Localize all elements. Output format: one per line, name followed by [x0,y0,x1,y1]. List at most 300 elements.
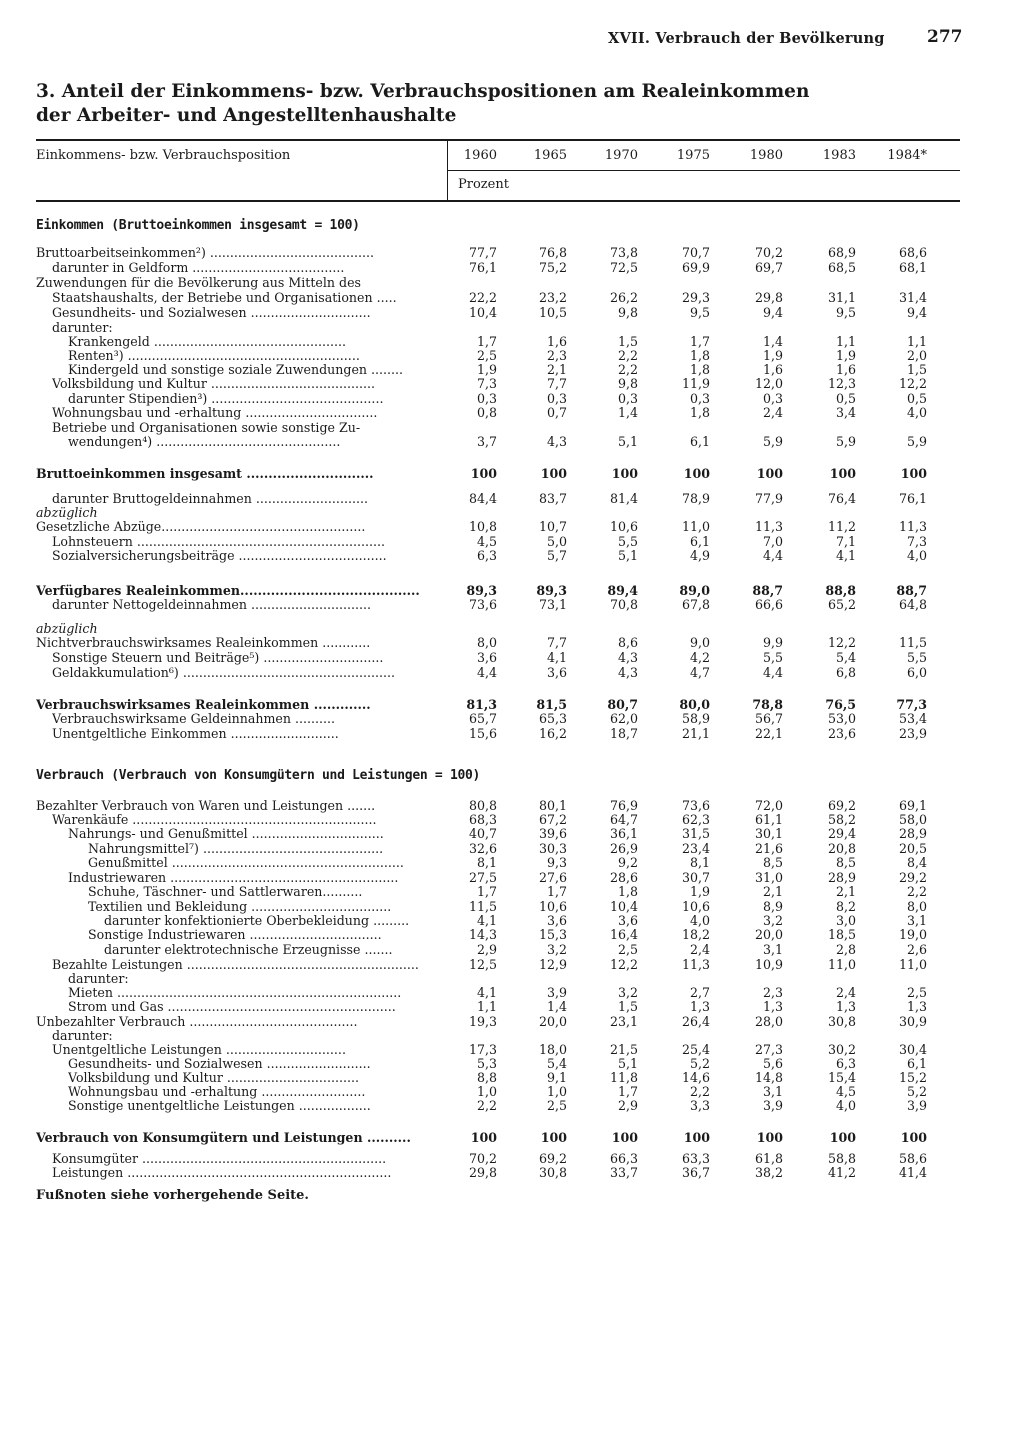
cell-value: 3,2 [546,942,567,957]
cell-value: 100 [470,466,497,481]
row-label: Sonstige Steuern und Beiträge⁵) .............................. [52,650,384,665]
row-label: Warenkäufe ............................................................. [52,812,377,827]
cell-value: 17,3 [468,1042,497,1057]
top-rule [36,139,960,141]
cell-value: 53,0 [827,711,856,726]
cell-value: 2,3 [762,985,783,1000]
cell-value: 0,3 [476,391,497,406]
row-label: Strom und Gas ......................................................... [68,999,396,1014]
cell-value: 100 [611,466,638,481]
cell-value: 11,3 [898,519,927,534]
cell-value: 1,4 [546,999,567,1014]
table-row [0,621,1024,636]
cell-value: 100 [470,1130,497,1145]
cell-value: 68,5 [827,260,856,275]
table-row [0,927,1024,942]
table-row [0,650,1024,665]
cell-value: 20,0 [538,1014,567,1029]
cell-value: 15,4 [827,1070,856,1085]
cell-value: 11,0 [898,957,927,972]
cell-value: 7,3 [906,534,927,549]
cell-value: 58,2 [827,812,856,827]
cell-value: 63,3 [681,1151,710,1166]
cell-value: 14,6 [681,1070,710,1085]
cell-value: 0,3 [617,391,638,406]
cell-value: 100 [756,1130,783,1145]
cell-value: 89,0 [679,583,710,598]
cell-value: 62,0 [609,711,638,726]
cell-value: 2,1 [546,362,567,377]
cell-value: 30,1 [754,826,783,841]
cell-value: 5,1 [617,1056,638,1071]
cell-value: 4,7 [689,665,710,680]
cell-value: 81,5 [536,697,567,712]
cell-value: 89,3 [466,583,497,598]
cell-value: 3,4 [835,405,856,420]
year-header-4: 1980 [749,148,783,163]
cell-value: 3,2 [617,985,638,1000]
cell-value: 8,0 [476,635,497,650]
table-row [0,391,1024,406]
cell-value: 5,4 [546,1056,567,1071]
cell-value: 2,6 [906,942,927,957]
cell-value: 58,6 [898,1151,927,1166]
table-row [0,519,1024,534]
cell-value: 77,7 [468,245,497,260]
cell-value: 1,9 [476,362,497,377]
cell-value: 1,1 [476,999,497,1014]
cell-value: 69,2 [538,1151,567,1166]
row-label: Verbrauchswirksame Geldeinnahmen .......... [52,711,336,726]
cell-value: 65,3 [538,711,567,726]
cell-value: 4,5 [835,1084,856,1099]
table-title-line-1: 3. Anteil der Einkommens- bzw. Verbrauchspositionen am Realeinkommen [36,81,810,102]
cell-value: 8,5 [835,855,856,870]
cell-value: 5,1 [617,434,638,449]
cell-value: 8,1 [476,855,497,870]
cell-value: 1,4 [762,334,783,349]
table-row [0,1056,1024,1071]
cell-value: 3,9 [906,1098,927,1113]
cell-value: 22,1 [754,726,783,741]
cell-value: 1,6 [762,362,783,377]
cell-value: 1,5 [906,362,927,377]
cell-value: 26,2 [609,290,638,305]
table-row [0,320,1024,335]
table-row [0,870,1024,885]
cell-value: 5,4 [835,650,856,665]
cell-value: 0,7 [546,405,567,420]
cell-value: 68,6 [898,245,927,260]
cell-value: 29,8 [468,1165,497,1180]
cell-value: 100 [829,466,856,481]
cell-value: 2,0 [906,348,927,363]
table-row [0,913,1024,928]
cell-value: 69,2 [827,798,856,813]
cell-value: 5,3 [476,1056,497,1071]
row-label: darunter in Geldform ...................................... [52,260,345,275]
cell-value: 3,1 [906,913,927,928]
cell-value: 83,7 [538,491,567,506]
cell-value: 76,4 [827,491,856,506]
cell-value: 61,8 [754,1151,783,1166]
cell-value: 8,9 [762,899,783,914]
table-row [0,548,1024,563]
cell-value: 2,5 [906,985,927,1000]
cell-value: 0,3 [762,391,783,406]
row-label: Lohnsteuern .............................................................. [52,534,386,549]
cell-value: 1,8 [689,362,710,377]
cell-value: 10,6 [538,899,567,914]
table-row [0,583,1024,598]
cell-value: 31,5 [681,826,710,841]
cell-value: 70,8 [609,597,638,612]
cell-value: 10,8 [468,519,497,534]
cell-value: 8,1 [689,855,710,870]
row-label: Leistungen .................................................................. [52,1165,392,1180]
row-label: Mieten ....................................................................... [68,985,402,1000]
cell-value: 14,8 [754,1070,783,1085]
cell-value: 80,7 [607,697,638,712]
row-label: Schuhe, Täschner- und Sattlerwaren.......... [88,884,363,899]
row-label: darunter konfektionierte Oberbekleidung ......... [104,913,410,928]
cell-value: 3,0 [835,913,856,928]
table-row [0,711,1024,726]
table-row [0,505,1024,520]
table-row [0,362,1024,377]
cell-value: 23,4 [681,841,710,856]
cell-value: 4,9 [689,548,710,563]
cell-value: 58,8 [827,1151,856,1166]
row-label: Konsumgüter ............................................................. [52,1151,387,1166]
row-label: Volksbildung und Kultur ......................................... [52,376,375,391]
row-label: darunter Stipendien³) ........................................... [68,391,384,406]
cell-value: 1,7 [546,884,567,899]
cell-value: 78,9 [681,491,710,506]
cell-value: 3,6 [476,650,497,665]
table-title-line-2: der Arbeiter- und Angestelltenhaushalte [36,105,457,126]
cell-value: 89,3 [536,583,567,598]
row-label: Sozialversicherungsbeiträge ..................................... [52,548,387,563]
row-label: Unentgeltliche Einkommen ........................... [52,726,339,741]
row-label: Wohnungsbau und -erhaltung ................................. [52,405,378,420]
cell-value: 73,8 [609,245,638,260]
cell-value: 29,3 [681,290,710,305]
cell-value: 16,2 [538,726,567,741]
year-header-6: 1984* [887,148,927,163]
table-row [0,1151,1024,1166]
row-label: Nichtverbrauchswirksames Realeinkommen ............ [36,635,371,650]
cell-value: 28,9 [898,826,927,841]
cell-value: 8,4 [906,855,927,870]
section-heading-einkommen: Einkommen (Bruttoeinkommen insgesamt = 100) [36,218,360,233]
row-label: darunter: [52,1028,113,1043]
cell-value: 2,4 [689,942,710,957]
cell-value: 6,3 [476,548,497,563]
cell-value: 2,2 [689,1084,710,1099]
cell-value: 4,0 [689,913,710,928]
cell-value: 69,1 [898,798,927,813]
cell-value: 10,6 [609,519,638,534]
cell-value: 5,5 [906,650,927,665]
cell-value: 76,1 [898,491,927,506]
table-row [0,376,1024,391]
cell-value: 28,6 [609,870,638,885]
row-label: darunter: [52,320,113,335]
cell-value: 2,2 [617,362,638,377]
cell-value: 28,0 [754,1014,783,1029]
row-label: Betriebe und Organisationen sowie sonstige Zu- [52,420,361,435]
row-label: Nahrungsmittel⁷) ............................................. [88,841,384,856]
row-label: Bezahlte Leistungen .......................................................... [52,957,419,972]
table-row [0,245,1024,260]
cell-value: 8,8 [476,1070,497,1085]
cell-value: 9,5 [689,305,710,320]
year-header-2: 1970 [604,148,638,163]
table-row [0,971,1024,986]
row-label: Nahrungs- und Genußmittel ................................. [68,826,384,841]
table-row [0,884,1024,899]
table-row [0,434,1024,449]
cell-value: 22,2 [468,290,497,305]
cell-value: 12,5 [468,957,497,972]
cell-value: 10,4 [609,899,638,914]
cell-value: 76,9 [609,798,638,813]
cell-value: 70,2 [754,245,783,260]
table-row [0,855,1024,870]
cell-value: 27,5 [468,870,497,885]
cell-value: 30,8 [827,1014,856,1029]
cell-value: 5,9 [762,434,783,449]
cell-value: 66,6 [754,597,783,612]
table-row [0,798,1024,813]
row-label: Textilien und Bekleidung ................................... [88,899,392,914]
cell-value: 23,6 [827,726,856,741]
cell-value: 68,3 [468,812,497,827]
table-row [0,405,1024,420]
cell-value: 73,6 [681,798,710,813]
cell-value: 9,4 [906,305,927,320]
cell-value: 2,9 [476,942,497,957]
table-row [0,665,1024,680]
cell-value: 2,1 [762,884,783,899]
table-row [0,305,1024,320]
cell-value: 9,8 [617,305,638,320]
cell-value: 6,1 [689,534,710,549]
cell-value: 4,2 [689,650,710,665]
cell-value: 9,4 [762,305,783,320]
cell-value: 10,7 [538,519,567,534]
cell-value: 3,9 [762,1098,783,1113]
cell-value: 8,5 [762,855,783,870]
row-label: Unentgeltliche Leistungen .............................. [52,1042,346,1057]
cell-value: 15,3 [538,927,567,942]
row-label: Gesetzliche Abzüge................................................... [36,519,366,534]
cell-value: 1,3 [689,999,710,1014]
cell-value: 9,5 [835,305,856,320]
row-label: Geldakkumulation⁶) ..................................................... [52,665,395,680]
cell-value: 30,4 [898,1042,927,1057]
cell-value: 2,8 [835,942,856,957]
cell-value: 18,2 [681,927,710,942]
footnote: Fußnoten siehe vorhergehende Seite. [36,1188,309,1203]
cell-value: 29,2 [898,870,927,885]
cell-value: 21,5 [609,1042,638,1057]
cell-value: 73,6 [468,597,497,612]
cell-value: 9,2 [617,855,638,870]
cell-value: 28,9 [827,870,856,885]
table-row [0,491,1024,506]
cell-value: 11,5 [468,899,497,914]
cell-value: 30,2 [827,1042,856,1057]
cell-value: 7,7 [546,635,567,650]
cell-value: 3,1 [762,1084,783,1099]
cell-value: 64,8 [898,597,927,612]
cell-value: 88,8 [825,583,856,598]
table-row [0,534,1024,549]
cell-value: 26,9 [609,841,638,856]
section-heading-verbrauch: Verbrauch (Verbrauch von Konsumgütern und Leistungen = 100) [36,768,481,783]
cell-value: 76,5 [825,697,856,712]
cell-value: 65,2 [827,597,856,612]
table-row [0,957,1024,972]
table-row [0,826,1024,841]
cell-value: 14,3 [468,927,497,942]
cell-value: 20,5 [898,841,927,856]
cell-value: 77,9 [754,491,783,506]
cell-value: 2,7 [689,985,710,1000]
cell-value: 1,6 [835,362,856,377]
cell-value: 18,5 [827,927,856,942]
year-header-5: 1983 [822,148,856,163]
cell-value: 69,9 [681,260,710,275]
cell-value: 88,7 [896,583,927,598]
table-row [0,1098,1024,1113]
cell-value: 5,9 [906,434,927,449]
cell-value: 4,4 [762,548,783,563]
cell-value: 100 [611,1130,638,1145]
cell-value: 9,3 [546,855,567,870]
cell-value: 1,7 [617,1084,638,1099]
cell-value: 0,8 [476,405,497,420]
table-row [0,1028,1024,1043]
cell-value: 100 [683,466,710,481]
cell-value: 2,5 [617,942,638,957]
cell-value: 100 [683,1130,710,1145]
cell-value: 1,9 [689,884,710,899]
cell-value: 32,6 [468,841,497,856]
cell-value: 2,3 [546,348,567,363]
cell-value: 1,8 [689,348,710,363]
row-label: Sonstige Industriewaren ................................. [88,927,382,942]
header-bottom-rule [36,200,960,202]
cell-value: 7,7 [546,376,567,391]
cell-value: 100 [756,466,783,481]
cell-value: 81,4 [609,491,638,506]
cell-value: 27,3 [754,1042,783,1057]
cell-value: 1,7 [689,334,710,349]
cell-value: 7,0 [762,534,783,549]
cell-value: 9,1 [546,1070,567,1085]
row-label: Volksbildung und Kultur ................................. [68,1070,359,1085]
row-label: Bruttoeinkommen insgesamt ............................. [36,466,374,481]
cell-value: 75,2 [538,260,567,275]
cell-value: 31,0 [754,870,783,885]
cell-value: 4,4 [762,665,783,680]
cell-value: 10,6 [681,899,710,914]
row-label: Zuwendungen für die Bevölkerung aus Mitteln des [36,275,361,290]
cell-value: 81,3 [466,697,497,712]
cell-value: 76,1 [468,260,497,275]
cell-value: 12,0 [754,376,783,391]
cell-value: 0,3 [689,391,710,406]
cell-value: 29,4 [827,826,856,841]
cell-value: 1,3 [906,999,927,1014]
table-row [0,597,1024,612]
cell-value: 5,9 [835,434,856,449]
cell-value: 12,9 [538,957,567,972]
cell-value: 5,2 [689,1056,710,1071]
table-row [0,1070,1024,1085]
cell-value: 41,4 [898,1165,927,1180]
cell-value: 10,4 [468,305,497,320]
cell-value: 30,9 [898,1014,927,1029]
table-row [0,420,1024,435]
table-row [0,999,1024,1014]
cell-value: 0,5 [835,391,856,406]
row-label: abzüglich [36,621,98,636]
cell-value: 30,7 [681,870,710,885]
cell-value: 20,8 [827,841,856,856]
cell-value: 33,7 [609,1165,638,1180]
cell-value: 1,0 [476,1084,497,1099]
row-label: Krankengeld ................................................ [68,334,347,349]
table-row [0,1014,1024,1029]
table-title [36,80,976,128]
cell-value: 30,8 [538,1165,567,1180]
cell-value: 30,3 [538,841,567,856]
table-row [0,348,1024,363]
cell-value: 1,8 [617,884,638,899]
row-label: Renten³) .......................................................... [68,348,360,363]
cell-value: 8,0 [906,899,927,914]
cell-value: 6,1 [906,1056,927,1071]
cell-value: 100 [829,1130,856,1145]
cell-value: 2,2 [906,884,927,899]
row-label: Gesundheits- und Sozialwesen .......................... [68,1056,371,1071]
cell-value: 0,3 [546,391,567,406]
cell-value: 6,8 [835,665,856,680]
cell-value: 2,2 [617,348,638,363]
cell-value: 9,8 [617,376,638,391]
cell-value: 1,9 [762,348,783,363]
cell-value: 11,2 [827,519,856,534]
cell-value: 4,0 [835,1098,856,1113]
cell-value: 9,9 [762,635,783,650]
cell-value: 11,8 [609,1070,638,1085]
cell-value: 3,2 [762,913,783,928]
row-label: Wohnungsbau und -erhaltung .......................... [68,1084,366,1099]
table-row [0,334,1024,349]
cell-value: 31,4 [898,290,927,305]
cell-value: 18,7 [609,726,638,741]
cell-value: 58,0 [898,812,927,827]
cell-value: 4,1 [546,650,567,665]
table-row [0,899,1024,914]
cell-value: 66,3 [609,1151,638,1166]
cell-value: 65,7 [468,711,497,726]
cell-value: 1,3 [762,999,783,1014]
